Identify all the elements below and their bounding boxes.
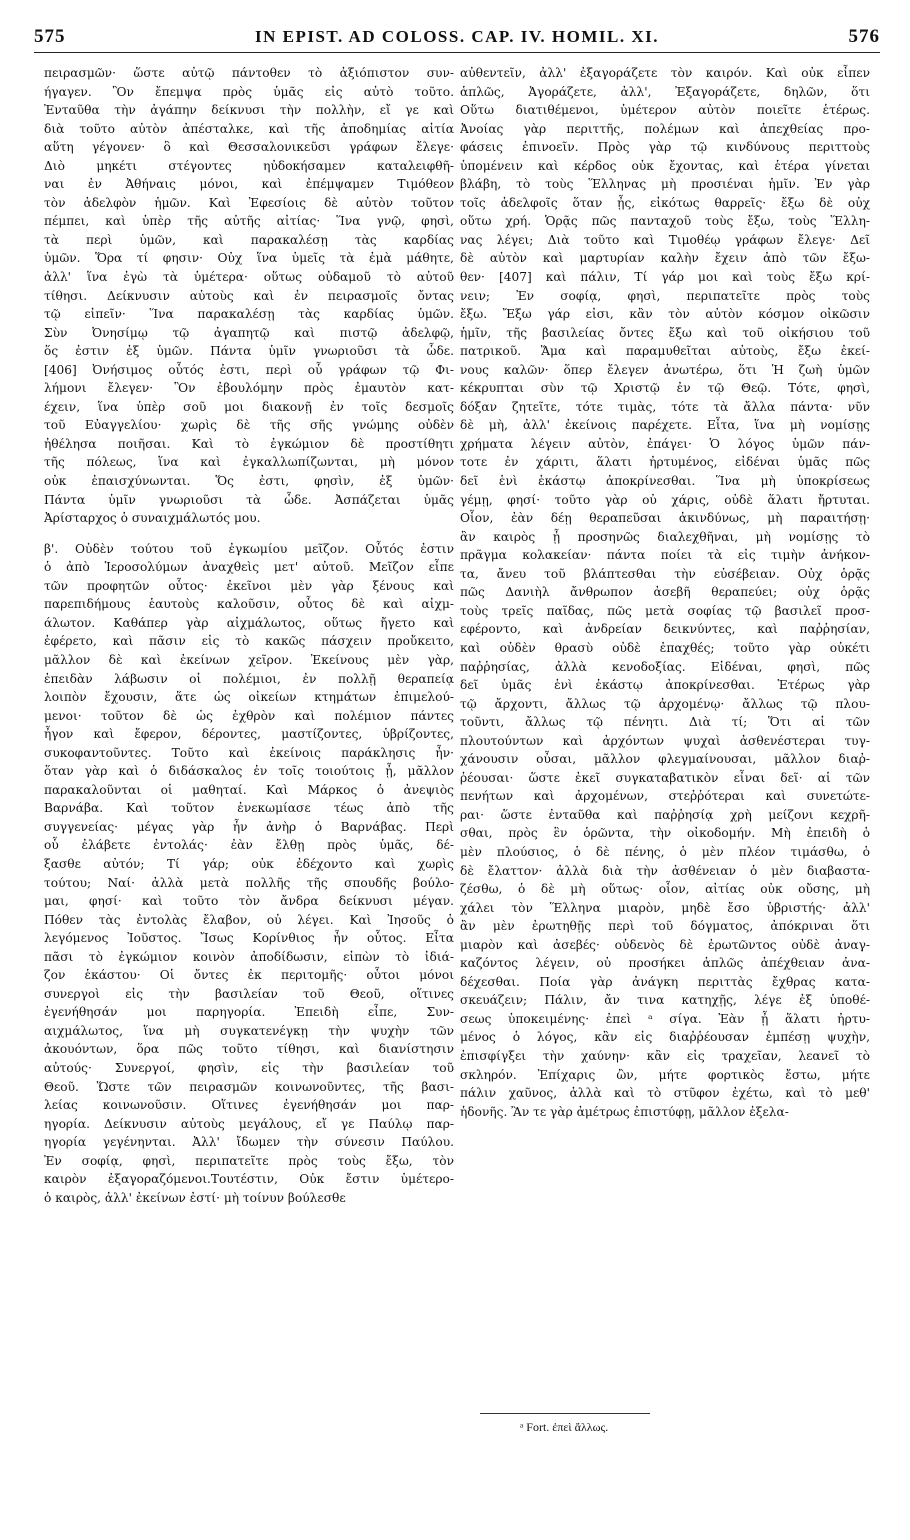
text-line: μᾶλλον δὲ καὶ ἐκείνων χεῖρον. Ἐκείνους μὲν γὰρ, [44, 652, 454, 667]
text-line: νειν; Ἐν σοφίᾳ, φησὶ, περιπατεῖτε πρὸς τοὺς [460, 288, 870, 303]
text-line: μενοι· τοῦτον δὲ ὡς ἐχθρὸν καὶ πολέμιον πάντες [44, 708, 454, 723]
text-line: ἐγενήθησάν μοι παρηγορία. Ἐπειδὴ εἶπε, Συν- [44, 1005, 454, 1020]
text-line: σεως ὑποκειμένης· ἐπεὶ ᵃ σίγα. Ἐὰν ᾖ ἅλατι ἠρτυ- [460, 1011, 870, 1026]
text-line: φάσεις ἐπινοεῖν. Πρὸς γὰρ τῷ κινδύνους περιττοὺς [460, 140, 870, 155]
text-line: Οὕτω διατιθέμενοι, ὑμέτερον αὐτὸν ποιεῖτε ἑτέρως. [460, 103, 870, 118]
text-line: ὅταν γὰρ καὶ ὁ διδάσκαλος ἐν τοῖς τοιούτοις ᾖ, μᾶλλον [44, 764, 454, 779]
text-line: συκοφαντοῦντες. Τοῦτο καὶ ἐκείνοις παράκλησις ἦν· [44, 745, 454, 760]
text-line: τοῦ Εὐαγγελίου· χωρὶς δὲ τῆς σῆς γνώμης οὐδὲν [44, 418, 454, 433]
text-line: λοιπὸν ἔχουσιν, ἅτε ὡς οἰκείων κτημάτων ἐπιμελού- [44, 690, 454, 705]
text-line: ἐπισφίγξει τὴν χαύνην· κἂν εἰς τραχεῖαν, λεανεῖ τὸ [460, 1048, 870, 1063]
text-line: ξασθε αὐτόν; Τί γάρ; οὐκ ἐδέχοντο καὶ χωρὶς [44, 856, 454, 871]
text-line: ἀκουόντων, ὅρα πῶς τοῦτο τίθησι, καὶ διανίστησιν [44, 1042, 454, 1057]
text-line: παῤῥησίας, ἀλλὰ κενοδοξίας. Εἰδέναι, φησὶ, πῶς [460, 659, 870, 674]
text-line: ὅς ἐστιν ἐξ ὑμῶν. Πάντα ὑμῖν γνωριοῦσι τὰ ὧδε. [44, 344, 454, 359]
text-line: ζον ἑκάστου· Οἱ ὄντες ἐκ περιτομῆς· οὗτοι μόνοι [44, 968, 454, 983]
text-line: Ἀνοίας γὰρ περιττῆς, πολέμων καὶ ἀπεχθείας προ- [460, 121, 870, 136]
text-line: ηγορία γεγένηνται. Ἀλλ' ἴδωμεν τὴν σύνεσιν Παύλου. [44, 1135, 454, 1150]
text-line: συγγενείας· μέγας γὰρ ἦν ἀνὴρ ὁ Βαρνάβας. Περὶ [44, 819, 454, 834]
left-page-number: 575 [34, 26, 66, 47]
text-line: τοὺς τρεῖς παῖδας, πῶς μετὰ σοφίας τῷ βασιλεῖ προσ- [460, 603, 870, 618]
text-line: ῥέουσαι· ὥστε ἐκεῖ συγκαταβατικὸν εἶναι δεῖ· αἱ τῶν [460, 770, 870, 785]
text-line: μιαρὸν καὶ ἀσεβές· οὐδενὸς δὲ ἐρωτῶντος οὐδὲ ἀναγ- [460, 937, 870, 952]
text-line: τοῦντι, ἄλλως τῷ πένητι. Διὰ τί; Ὅτι αἱ τῶν [460, 715, 870, 730]
text-line: Ἐνταῦθα τὴν ἀγάπην δείκνυσι τὴν πολλὴν, εἴ γε καὶ [44, 103, 454, 118]
text-line: μὲν πλούσιος, ὁ δὲ πένης, ὁ μὲν πλέον τιμάσθω, ὁ [460, 844, 870, 859]
text-line: τα, ἄνευ τοῦ βλάπτεσθαι τὴν εὐσέβειαν. Οὐχ ὁρᾷς [460, 566, 870, 581]
text-line: τῶν προφητῶν οὗτος· ἐκεῖνοι μὲν γὰρ ξένους καὶ [44, 578, 454, 593]
text-line: πάλιν χαῦνος, ἀλλὰ καὶ τὸ στῦφον ἐχέτω, καὶ τὸ μεθ' [460, 1086, 870, 1101]
text-line: ήγαγεν. Ὃν ἔπεμψα πρὸς ὑμᾶς εἰς αὐτὸ τοῦτο. [44, 84, 454, 99]
text-line: δεῖ ὑμᾶς ἑνὶ ἑκάστῳ ἀποκρίνεσθαι. Ἑτέρως γὰρ [460, 678, 870, 693]
text-line: ἔξω. Ἔξω γάρ εἰσι, κἂν τὸν αὐτὸν κόσμον οἰκῶσιν [460, 307, 870, 322]
text-line: νους καλῶν· ὅπερ ἔλεγεν ἀνωτέρω, ὅτι Ἡ ζωὴ ὑμῶν [460, 362, 870, 377]
text-line: αὐτούς· Συνεργοί, φησὶν, εἰς τὴν βασιλείαν τοῦ [44, 1060, 454, 1075]
text-line: ζέσθω, ὁ δὲ μὴ οὕτως· οἷον, αἰτίας οὐκ οὔσης, μὴ [460, 882, 870, 897]
text-line: καὶ οὐδὲν θρασὺ οὐδὲ ἐπαχθές; τοῦτο γὰρ οὐκέτι [460, 640, 870, 655]
text-line: δόξαν ζητεῖτε, τότε τιμὰς, τότε τὰ ἄλλα πάντα· νῦν [460, 399, 870, 414]
text-line: χάνουσιν οὖσαι, μᾶλλον φλεγμαίνουσαι, μᾶλλον διαῤ- [460, 752, 870, 767]
text-line: τοῖς ἀδελφοῖς ὅταν ᾖς, εἰκότως θαρρεῖς· ἔξω δὲ οὐχ [460, 195, 870, 210]
text-line: πλουτούντων καὶ ἀρχόντων ψυχαὶ ἀσθενέστεραι τυγ- [460, 733, 870, 748]
left-column [44, 64, 454, 1207]
text-line: ἡμῖν, τῆς βασιλείας ὄντες ἔξω καὶ τοῦ οἰκήσιου τοῦ [460, 325, 870, 340]
text-line: λείας κοινωνοῦσιν. Οἵτινες ἐγενήθησάν μοι παρ- [44, 1098, 454, 1113]
paragraph-gap [44, 528, 454, 540]
text-line: πῶς Δανιὴλ ἄνθρωπον ἀσεβῆ θεραπεύει; οὐχ ὁρᾷς [460, 585, 870, 600]
text-line: Ἀρίσταρχος ὁ συναιχμάλωτός μου. [44, 511, 261, 526]
text-line: τῷ εἰπεῖν· Ἵνα παρακαλέσῃ τὰς καρδίας ὑμῶν. [44, 307, 454, 322]
text-line: Οἷον, ἐὰν δέῃ θεραπεῦσαι ἀκινδύνως, μὴ παραιτήσῃ· [460, 511, 870, 526]
text-line: μένος ὁ λόγος, κἂν εἰς διαῤῥέουσαν ἐμπέσῃ ψυχὴν, [460, 1030, 870, 1045]
text-line: οὗ ἐλάβετε ἐντολάς· ἐὰν ἔλθῃ πρὸς ὑμᾶς, δέ- [44, 838, 454, 853]
text-line: πειρασμῶν· ὥστε αὐτῷ πάντοθεν τὸ ἀξιόπιστον συν- [44, 66, 454, 80]
running-title: IN EPIST. AD COLOSS. CAP. IV. HOMIL. XI. [254, 27, 660, 46]
text-line: μαι, φησί· καὶ τοῦτο τὸν ἄνδρα δείκνυσι μέγαν. [44, 894, 454, 909]
text-line: πρᾶγμα κολακείαν· πάντα ποίει τὰ εἰς τιμὴν ἀνήκον- [460, 548, 870, 563]
text-line: δὲ αὐτὸν καὶ μαρτυρίαν καλὴν ἔχειν ἀπὸ τῶν ἔξω- [460, 251, 870, 266]
text-line: Ἐν σοφίᾳ, φησὶ, περιπατεῖτε πρὸς τοὺς ἔξω, τὸν [44, 1153, 454, 1168]
text-line: αὕτη γέγονεν· ὃ καὶ Θεσσαλονικεῦσι γράφων ἔλεγε· [44, 140, 454, 155]
text-line: λήμονι ἔλεγεν· Ὃν ἐβουλόμην πρὸς ἐμαυτὸν κατ- [44, 381, 454, 396]
text-line: ὁ ἀπὸ Ἱεροσολύμων ἀναχθεὶς μετ' αὐτοῦ. Μεῖζον εἶπε [44, 560, 454, 575]
text-line: Σὺν Ὀνησίμῳ τῷ ἀγαπητῷ καὶ πιστῷ ἀδελφῷ, [44, 325, 454, 340]
text-line: σθαι, πρὸς ἓν ὁρῶντα, τὴν οἰκοδομήν. Μὴ ἐπειδὴ ὁ [460, 826, 870, 841]
text-line: Βαρνάβα. Καὶ τοῦτον ἐνεκωμίασε τέως ἀπὸ τῆς [44, 801, 454, 816]
text-line: ὁ καιρὸς, ἀλλ' ἐκείνων ἐστί· μὴ τοίνυν βούλεσθε [44, 1190, 346, 1205]
text-line: [406] Ὀνήσιμος οὗτός ἐστι, περὶ οὗ γράφων τῷ Φι- [44, 362, 454, 377]
footnote-rule [480, 1413, 650, 1414]
text-line: δὲ μὴ, ἀλλ' ἐκείνοις παρέχετε. Εἶτα, ἵνα μὴ νομίσῃς [460, 418, 870, 433]
text-line: πατρικοῦ. Ἅμα καὶ παραμυθεῖται αὐτοὺς, ἔξω ἐκεί- [460, 344, 870, 359]
text-line: ηγορία. Δείκνυσιν αὐτοὺς μεγάλους, εἴ γε Παύλῳ παρ- [44, 1116, 454, 1131]
text-line: χρήματα λέγειν αὐτὸν, ἐπάγει· Ὁ λόγος ὑμῶν πάν- [460, 436, 870, 451]
text-line: τίθησι. Δείκνυσιν αὐτοὺς καὶ ἐν πειρασμοῖς ὄντας [44, 288, 454, 303]
text-line: πέμπει, καὶ ὑπὲρ τῆς αὐτῆς αἰτίας· Ἵνα γνῷ, φησὶ, [44, 214, 454, 229]
right-page-number: 576 [848, 26, 880, 47]
text-line: παρεπιδήμους ἑαυτοὺς καλοῦσιν, οὗτος δὲ καὶ αἰχμ- [44, 597, 454, 612]
text-line: έχειν, ἵνα ὑπὲρ σοῦ μοι διακονῇ ἐν τοῖς δεσμοῖς [44, 399, 454, 414]
text-line: λεγόμενος Ἰοῦστος. Ἴσως Κορίνθιος ἦν οὗτος. Εἶτα [44, 931, 454, 946]
text-line: Θεοῦ. Ὥστε τῶν πειρασμῶν κοινωνοῦντες, τῆς βασι- [44, 1079, 454, 1094]
text-line: χάλει τὸν Ἕλληνα μιαρὸν, μηδὲ ἔσο ὑβριστής· ἀλλ' [460, 900, 870, 915]
text-line: οὐκ ἐπαισχύνωνται. Ὅς ἐστι, φησὶν, ἐξ ὑμῶν· [44, 474, 454, 489]
text-line: ἐφέρετο, καὶ πᾶσιν εἰς τὸ κακῶς πάσχειν προὔκειτο, [44, 634, 454, 649]
text-line: νας λέγει; Διὰ τοῦτο καὶ Τιμοθέῳ γράφων ἔλεγε· Δεῖ [460, 232, 870, 247]
text-line: τὰ περὶ ὑμῶν, καὶ παρακαλέσῃ τὰς καρδίας [44, 232, 454, 247]
text-line: Πάντα ὑμῖν γνωριοῦσι τὰ ὧδε. Ἀσπάζεται ὑμᾶς [44, 492, 454, 507]
text-line: θεν· [407] καὶ πάλιν, Τί γάρ μοι καὶ τοὺς ἔξω κρί- [460, 270, 870, 285]
text-line: πενήτων καὶ ἀρχομένων, στεῤῥότεραι καὶ συνετώτε- [460, 789, 870, 804]
text-line: τούτου; Ναί· ἀλλὰ μετὰ πολλῆς τῆς σπουδῆς βούλο- [44, 875, 454, 890]
text-line: κέκρυπται σὺν τῷ Χριστῷ ἐν τῷ Θεῷ. Τότε, φησὶ, [460, 381, 870, 396]
text-line: ναι ἐν Ἀθήναις μόνοι, καὶ ἐπέμψαμεν Τιμόθεον [44, 177, 454, 192]
text-line: ὑμῶν. Ὅρα τί φησιν· Οὐχ ἵνα ὑμεῖς τὰ ἐμὰ μάθητε, [44, 251, 454, 266]
text-line: β'. Οὐδὲν τούτου τοῦ ἐγκωμίου μεῖζον. Οὗτός ἐστιν [44, 541, 454, 556]
text-line: οὕτω χρή. Ὁρᾷς πῶς πανταχοῦ τοὺς ἔξω, τοὺς Ἕλλη- [460, 214, 870, 229]
text-line: αιχμάλωτος, ἵνα μὴ συγκατενέγκῃ τὴν ψυχὴν τῶν [44, 1023, 454, 1038]
text-line: ραι· ὥστε ἐνταῦθα καὶ παῤῥησίᾳ χρὴ μείζονι κεχρῆ- [460, 807, 870, 822]
text-line: τοτε ἐν χάριτι, ἅλατι ἠρτυμένος, εἰδέναι ὑμᾶς πῶς [460, 455, 870, 470]
text-line: τῆς πόλεως, ἵνα καὶ ἐγκαλλωπίζωνται, μὴ μόνον [44, 455, 454, 470]
text-line: βλάβη, τὸ τοὺς Ἕλληνας μὴ προσιέναι ἡμῖν. Ἐν γὰρ [460, 177, 870, 192]
text-line: δεῖ ἑνὶ ἑκάστῳ ἀποκρίνεσθαι. Ἵνα μὴ ὑποκρίσεως [460, 474, 870, 489]
text-line: δὲ ἔλαττον· ἀλλὰ διὰ τὴν ἀσθένειαν ὁ μὲν διαβαστα- [460, 863, 870, 878]
text-line: διὰ τοῦτο αὐτὸν ἀπέσταλκε, καὶ τῆς ἀποδημίας αἰτία [44, 121, 454, 136]
text-line: τὸν ἀδελφὸν ἡμῶν. Καὶ Ἐφεσίοις δὲ αὐτὸν τοῦτον [44, 195, 454, 210]
text-line: ἦγον καὶ ἔφερον, δέροντες, μαστίζοντες, ὑβρίζοντες, [44, 727, 454, 742]
right-column [460, 64, 870, 1121]
text-line: καζόντος λέγειν, οὐ προσήκει ἁπλῶς ἀπέχθειαν ἀνα- [460, 956, 870, 971]
text-line: πᾶσι τὸ ἐγκώμιον κοινὸν ἀποδίδωσιν, εἰπὼν τὸ ἰδιά- [44, 949, 454, 964]
text-line: ὑπομένειν καὶ κέρδος οὐκ ἔχοντας, καὶ ἑτέρα γίνεται [460, 158, 870, 173]
text-line: αὐθεντεῖν, ἀλλ' ἐξαγοράζετε τὸν καιρόν. Καὶ οὐκ εἶπεν [460, 66, 870, 80]
text-line: τῷ ἄρχοντι, ἄλλως τῷ ἀρχομένῳ· ἄλλως τῷ πλου- [460, 696, 870, 711]
text-line: καιρὸν ἐξαγοραζόμενοι.Τουτέστιν, Οὐκ ἔστιν ὑμέτερο- [44, 1172, 454, 1187]
text-line: ἂν μὲν ἐρωτηθῇς περὶ τοῦ δόγματος, ἀπόκριναι ὅτι [460, 919, 870, 934]
text-line: σκευάζειν; Πάλιν, ἄν τινα κατηχῇς, λέγε ἐξ ὑποθέ- [460, 993, 870, 1008]
text-line: Πόθεν τὰς ἐντολὰς ἔλαβον, οὐ λέγει. Καὶ Ἰησοῦς ὁ [44, 912, 454, 927]
text-line: ἁπλῶς, Ἀγοράζετε, ἀλλ', Ἐξαγοράζετε, δηλῶν, ὅτι [460, 84, 870, 99]
text-line: ἠθέλησα ποιῆσαι. Καὶ τὸ ἐγκώμιον δὲ προστίθητι [44, 436, 454, 451]
running-header [34, 22, 880, 53]
text-line: εφέροντο, καὶ ἀνδρείαν δεικνύντες, καὶ παῤῥησίαν, [460, 622, 870, 637]
text-line: γέμῃ, φησί· τοῦτο γὰρ οὐ χάρις, οὐδὲ ἅλατι ἤρτυται. [460, 492, 870, 507]
text-line: ἡδονῆς. Ἂν τε γὰρ ἀμέτρως ἐπιστύφῃ, μᾶλλον ἐξελα- [460, 1104, 789, 1119]
text-line: ἐπειδὰν λάβωσιν οἱ πολέμιοι, ἐν πολλῇ θεραπείᾳ [44, 671, 454, 686]
text-line: άλωτον. Καθάπερ γὰρ αἰχμάλωτος, οὕτως ἤγετο καὶ [44, 615, 454, 630]
text-line: παρακαλοῦνται οἱ μαθηταί. Καὶ Μάρκος ὁ ἀνεψιὸς [44, 782, 454, 797]
text-line: συνεργοὶ εἰς τὴν βασιλείαν τοῦ Θεοῦ, οἵτινες [44, 986, 454, 1001]
text-line: Διὸ μηκέτι στέγοντες ηὐδοκήσαμεν καταλειφθῆ- [44, 158, 454, 173]
text-line: ἂν καιρὸς ᾖ προσηνῶς διαλεχθῆναι, μὴ νομίσῃς τὸ [460, 529, 870, 544]
text-line: σκληρόν. Ἐπίχαρις ὢν, μήτε φορτικὸς ἔστω, μήτε [460, 1067, 870, 1082]
footnote: ᵃ Fort. ἐπεὶ ἄλλως. [520, 1420, 609, 1434]
text-line: ἀλλ' ἵνα ἐγὼ τὰ ὑμέτερα· οὕτως οὐδαμοῦ τὸ αὐτοῦ [44, 270, 454, 285]
text-line: δέχεσθαι. Ποία γὰρ ἀνάγκη περιττὰς ἔχθρας κατα- [460, 974, 870, 989]
